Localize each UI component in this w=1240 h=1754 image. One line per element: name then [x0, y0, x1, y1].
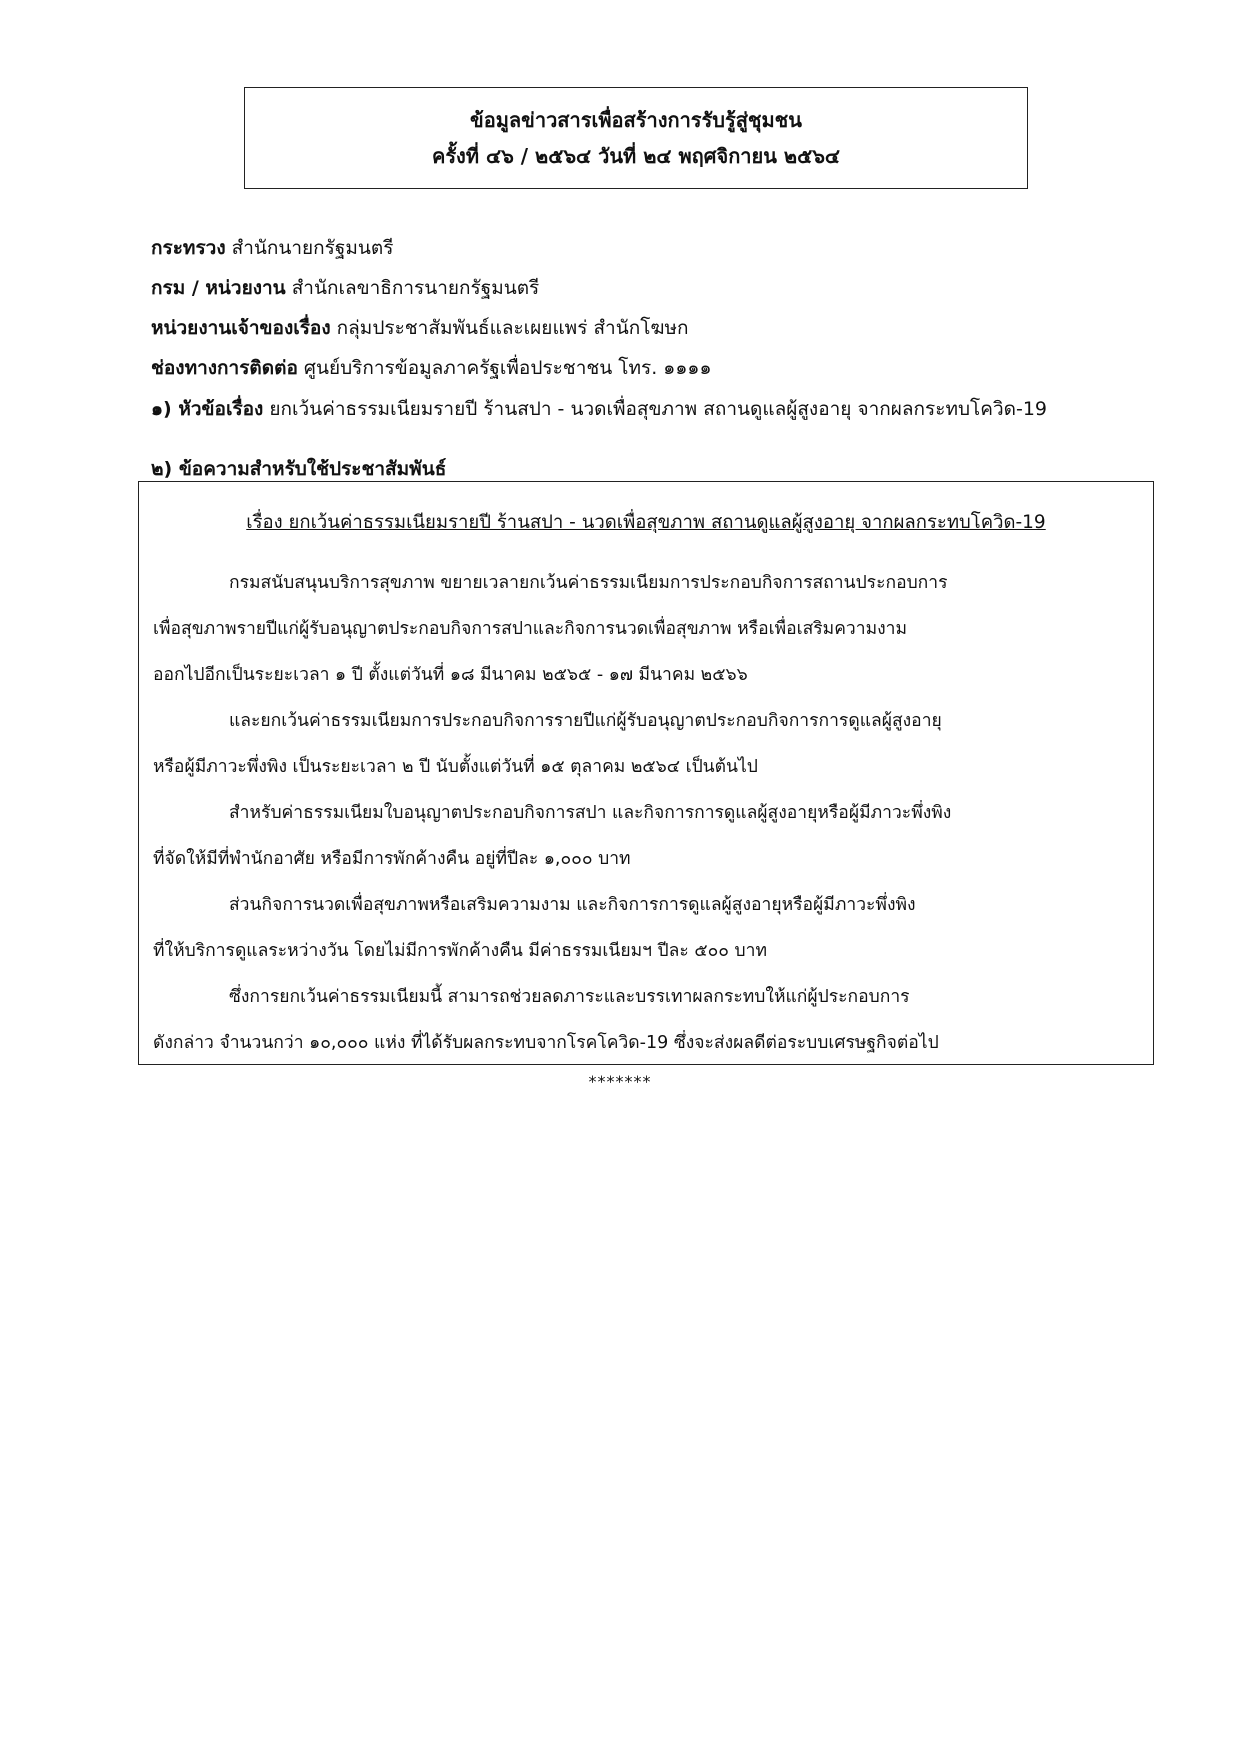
content-paragraphs: [153, 560, 1141, 1066]
paragraph-line: เพื่อสุขภาพรายปีแก่ผู้รับอนุญาตประกอบกิจการสปาและกิจการนวดเพื่อสุขภาพ หรือเพื่อเสริมความงาม: [153, 619, 908, 639]
paragraph: [153, 974, 1141, 1066]
section-topic: ๑) หัวข้อเรื่อง ยกเว้นค่าธรรมเนียมรายปี ร้านสปา - นวดเพื่อสุขภาพ สถานดูแลผู้สูงอายุ จากผลกระทบโควิด-19: [151, 398, 1048, 420]
paragraph-line: ที่จัดให้มีที่พำนักอาศัย หรือมีการพักค้างคืน อยู่ที่ปีละ ๑,๐๐๐ บาท: [153, 849, 631, 869]
paragraph: [153, 698, 1141, 790]
meta-owner: หน่วยงานเจ้าของเรื่อง กลุ่มประชาสัมพันธ์และเผยแพร่ สำนักโฆษก: [151, 317, 689, 339]
paragraph-line: ดังกล่าว จำนวนกว่า ๑๐,๐๐๐ แห่ง ที่ได้รับผลกระทบจากโรคโควิด-19 ซึ่งจะส่งผลดีต่อระบบเศรษฐกิจต่อไป: [153, 1033, 939, 1053]
meta-block: [151, 228, 712, 388]
paragraph: [153, 560, 1141, 698]
header-issue-date: ครั้งที่ ๔๖ / ๒๕๖๔ วันที่ ๒๔ พฤศจิกายน ๒๕๖๔: [431, 144, 841, 168]
paragraph-line: ที่ให้บริการดูแลระหว่างวัน โดยไม่มีการพักค้างคืน มีค่าธรรมเนียมฯ ปีละ ๕๐๐ บาท: [153, 941, 767, 961]
paragraph-line: และยกเว้นค่าธรรมเนียมการประกอบกิจการรายปีแก่ผู้รับอนุญาตประกอบกิจการการดูแลผู้สูงอายุ: [229, 711, 942, 731]
header-title: ข้อมูลข่าวสารเพื่อสร้างการรับรู้สู่ชุมชน: [470, 108, 802, 132]
meta-department: กรม / หน่วยงาน สำนักเลขาธิการนายกรัฐมนตรี: [151, 277, 540, 299]
header-box: [244, 87, 1028, 189]
paragraph: [153, 790, 1141, 882]
paragraph-line: สำหรับค่าธรรมเนียมใบอนุญาตประกอบกิจการสปา และกิจการการดูแลผู้สูงอายุหรือผู้มีภาวะพึ่งพิง: [229, 803, 952, 823]
paragraph-line: กรมสนับสนุนบริการสุขภาพ ขยายเวลายกเว้นค่าธรรมเนียมการประกอบกิจการสถานประกอบการ: [229, 573, 948, 593]
end-marker: *******: [588, 1072, 652, 1091]
section-pr-heading: ๒) ข้อความสำหรับใช้ประชาสัมพันธ์: [151, 458, 447, 480]
paragraph-line: ออกไปอีกเป็นระยะเวลา ๑ ปี ตั้งแต่วันที่ ๑๘ มีนาคม ๒๕๖๕ - ๑๗ มีนาคม ๒๕๖๖: [153, 665, 748, 685]
meta-contact: ช่องทางการติดต่อ ศูนย์บริการข้อมูลภาครัฐเพื่อประชาชน โทร. ๑๑๑๑: [151, 357, 712, 379]
paragraph: [153, 882, 1141, 974]
paragraph-line: ส่วนกิจการนวดเพื่อสุขภาพหรือเสริมความงาม และกิจการการดูแลผู้สูงอายุหรือผู้มีภาวะพึ่งพิง: [229, 895, 916, 915]
meta-ministry: กระทรวง สำนักนายกรัฐมนตรี: [151, 237, 394, 259]
paragraph-line: ซึ่งการยกเว้นค่าธรรมเนียมนี้ สามารถช่วยลดภาระและบรรเทาผลกระทบให้แก่ผู้ประกอบการ: [229, 987, 910, 1007]
paragraph-line: หรือผู้มีภาวะพึ่งพิง เป็นระยะเวลา ๒ ปี นับตั้งแต่วันที่ ๑๕ ตุลาคม ๒๕๖๔ เป็นต้นไป: [153, 757, 758, 777]
content-title: เรื่อง ยกเว้นค่าธรรมเนียมรายปี ร้านสปา - นวดเพื่อสุขภาพ สถานดูแลผู้สูงอายุ จากผลกระทบโควิด-19: [246, 512, 1046, 533]
pr-content-box: [138, 481, 1154, 1065]
